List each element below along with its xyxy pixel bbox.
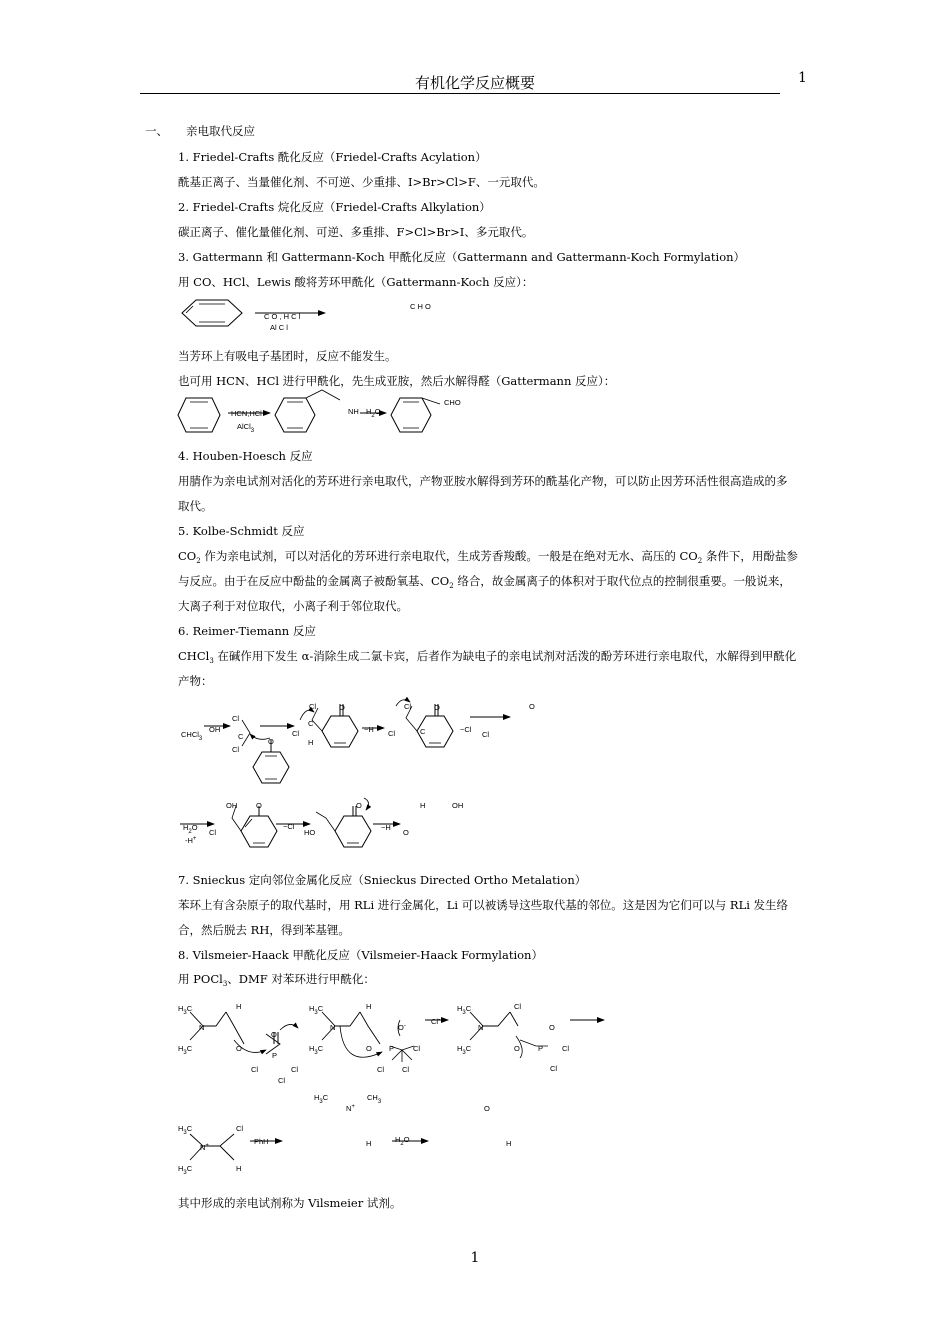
vh-n: N bbox=[346, 1104, 352, 1113]
subscript: 3 bbox=[183, 1050, 187, 1056]
subscript: 3 bbox=[462, 1050, 466, 1056]
gk-reagent-label: C O , H C l bbox=[264, 312, 301, 321]
vh-o-label: O bbox=[514, 1044, 520, 1053]
rt-cl-label: Cl bbox=[388, 729, 396, 738]
phenoxide-ring bbox=[253, 752, 289, 783]
snieckus-desc-1: 苯环上有含杂原子的取代基时，用 RLi 进行金属化，Li 可以被诱导这些取代基的邻位。这是因为它们可以与 RLi 发生络 bbox=[178, 898, 789, 912]
subscript: 3 bbox=[314, 1010, 318, 1016]
rt-minus-cl-label: −Cl bbox=[283, 822, 295, 831]
vh-h: H bbox=[178, 1004, 184, 1013]
vh-h-label: H bbox=[366, 1139, 372, 1148]
vilsmeier-conclusion: 其中形成的亲电试剂称为 Vilsmeier 试剂。 bbox=[178, 1196, 402, 1210]
running-title: 有机化学反应概要 bbox=[414, 74, 535, 92]
superscript: + bbox=[205, 1143, 209, 1149]
vh-cl-label: Cl bbox=[562, 1044, 570, 1053]
vh-cl-label: Cl bbox=[413, 1044, 421, 1053]
gattermann-desc-1: 用 CO、HCl、Lewis 酸将芳环甲酰化（Gattermann-Koch 反应）： bbox=[178, 275, 534, 289]
rt-o-label: O bbox=[268, 737, 274, 746]
vilsmeier-text: 、DMF 对苯环进行甲酰化： bbox=[227, 972, 375, 986]
kolbe-text: 作为亲电试剂，可以对活化的芳环进行亲电取代，生成芳香羧酸。一般是在绝对无水、高压的 CO bbox=[200, 549, 698, 563]
superscript: + bbox=[192, 836, 197, 842]
vh-h: H bbox=[178, 1124, 184, 1133]
fc-acylation-title: 1. Friedel-Crafts 酰化反应（Friedel-Crafts Acylation） bbox=[178, 150, 487, 164]
subscript: 3 bbox=[198, 736, 203, 742]
vh-h3c-label bbox=[178, 1044, 193, 1056]
rt-o-label: O bbox=[403, 828, 409, 837]
g-catalyst-text: AlCl bbox=[237, 422, 251, 431]
vh-h-label: H bbox=[236, 1002, 242, 1011]
rt-o-label: O bbox=[434, 703, 440, 712]
benzene-ring bbox=[178, 398, 220, 432]
houben-desc-1: 用腈作为亲电试剂对活化的芳环进行亲电取代，产物亚胺水解得到芳环的酰基化产物，可以防止因芳环活性很高造成的多 bbox=[178, 474, 788, 488]
gk-product-label: C H O bbox=[410, 302, 431, 311]
vh-c: C bbox=[186, 1124, 193, 1133]
vh-o-label: O bbox=[271, 1030, 277, 1039]
vh-n-label: N bbox=[478, 1023, 484, 1032]
rt-h2o-o: O bbox=[191, 823, 198, 832]
vh-p-label: P bbox=[538, 1044, 544, 1053]
vh-h-label: H bbox=[236, 1164, 242, 1173]
rt-o-label: O bbox=[339, 703, 345, 712]
reimer-title: 6. Reimer-Tiemann 反应 bbox=[178, 624, 316, 638]
rt-o-label: O bbox=[356, 801, 362, 810]
rt-minus-hplus-label bbox=[185, 836, 197, 845]
reimer-desc-2: 产物： bbox=[178, 674, 213, 688]
kolbe-text: 络合，故金属离子的体积对于取代位点的控制很重要。一般说来， bbox=[453, 574, 791, 588]
fc-acylation-desc: 酰基正离子、当量催化剂、不可逆、少重排、I>Br>Cl>F、一元取代。 bbox=[178, 175, 545, 189]
scheme-labels bbox=[178, 302, 569, 1176]
rt-minus-h: -H bbox=[185, 836, 193, 845]
vh-o: O bbox=[403, 1135, 410, 1144]
gattermann-scheme bbox=[178, 390, 440, 432]
vh-h-label: H bbox=[506, 1139, 512, 1148]
reimer-text: 在碱作用下发生 α-消除生成二氯卡宾，后者作为缺电子的亲电试剂对活泼的酚芳环进行亲电取代，水解得到甲酰化 bbox=[213, 649, 797, 663]
rt-ho-label: HO bbox=[304, 828, 316, 837]
section-title: 亲电取代反应 bbox=[186, 124, 255, 138]
vh-h: H bbox=[457, 1004, 463, 1013]
vh-c: C bbox=[186, 1004, 193, 1013]
subscript: 3 bbox=[209, 657, 214, 665]
superscript: - bbox=[438, 1017, 441, 1023]
vh-h: H bbox=[314, 1093, 320, 1102]
vh-h3c-label bbox=[178, 1164, 193, 1176]
houben-desc-2: 取代。 bbox=[178, 499, 213, 513]
vh-h-label: H bbox=[366, 1002, 372, 1011]
rt-chcl: CHCl bbox=[181, 730, 199, 739]
fc-alkylation-desc: 碳正离子、催化量催化剂、可逆、多重排、F>Cl>Br>I、多元取代。 bbox=[178, 225, 534, 239]
vh-h3c-label bbox=[178, 1004, 193, 1016]
rt-cl-label: Cl bbox=[209, 828, 217, 837]
vh-h: H bbox=[457, 1044, 463, 1053]
subscript: 2 bbox=[371, 413, 375, 419]
superscript: + bbox=[351, 1104, 355, 1110]
reimer-text: CHCl bbox=[178, 649, 210, 663]
vh-n-label: N bbox=[330, 1023, 336, 1032]
rt-chcl3-label bbox=[181, 730, 203, 742]
vh-cl-label: Cl bbox=[377, 1065, 385, 1074]
vh-cl-label: Cl bbox=[402, 1065, 410, 1074]
benzene-ring bbox=[275, 398, 315, 432]
vh-n: N bbox=[200, 1143, 206, 1152]
kolbe-desc-3: 大离子利于对位取代，小离子利于邻位取代。 bbox=[178, 599, 408, 613]
subscript: 2 bbox=[400, 1141, 404, 1147]
subscript: 3 bbox=[250, 428, 255, 434]
rt-h2o-label bbox=[183, 823, 198, 835]
vh-c: C bbox=[186, 1164, 193, 1173]
subscript: 2 bbox=[188, 829, 192, 835]
subscript: 3 bbox=[377, 1099, 382, 1105]
subscript: 3 bbox=[314, 1050, 318, 1056]
rt-c-label: C bbox=[420, 727, 426, 736]
g-reagent-label: HCN,HCl bbox=[231, 409, 262, 418]
rt-h-label: H bbox=[308, 738, 314, 747]
vilsmeier-title: 8. Vilsmeier-Haack 甲酰化反应（Vilsmeier-Haack Formylation） bbox=[178, 948, 543, 962]
vh-cl-label: Cl bbox=[514, 1002, 522, 1011]
vh-phh-label: PhH bbox=[254, 1137, 269, 1146]
vh-o: O bbox=[398, 1023, 404, 1032]
rt-cl-label: Cl bbox=[232, 745, 240, 754]
vh-n-label: N bbox=[199, 1023, 205, 1032]
rt-minus-cl-label: −Cl bbox=[460, 725, 472, 734]
rt-c-label: C bbox=[308, 719, 314, 728]
superscript: - bbox=[403, 1023, 406, 1029]
rt-cl-label: Cl bbox=[292, 729, 300, 738]
vh-p-label: P bbox=[272, 1051, 278, 1060]
rt-o-label: O bbox=[529, 702, 535, 711]
vh-nplus-label bbox=[200, 1143, 209, 1152]
gk-catalyst-label: Al C l bbox=[270, 323, 288, 332]
snieckus-title: 7. Snieckus 定向邻位金属化反应（Snieckus Directed Ortho Metalation） bbox=[178, 873, 587, 887]
kolbe-text: 条件下，用酚盐参 bbox=[702, 549, 798, 563]
vh-h3c-label bbox=[457, 1004, 472, 1016]
vh-p-label: P bbox=[389, 1044, 395, 1053]
vh-c: C bbox=[322, 1093, 329, 1102]
rt-oh-label: OH bbox=[226, 801, 238, 810]
rt-cl-label: Cl bbox=[482, 730, 490, 739]
vh-h3c-label bbox=[309, 1044, 324, 1056]
benzene-ring bbox=[391, 398, 431, 432]
vh-cl-label: Cl bbox=[236, 1124, 244, 1133]
gattermann-title: 3. Gattermann 和 Gattermann-Koch 甲酰化反应（Gattermann and Gattermann-Koch Formylation） bbox=[178, 250, 746, 264]
rt-minus-h-label: −H bbox=[381, 823, 391, 832]
kolbe-title: 5. Kolbe-Schmidt 反应 bbox=[178, 524, 305, 538]
vh-cl-label: Cl bbox=[251, 1065, 259, 1074]
rt-c-label: C bbox=[238, 732, 244, 741]
vh-h: H bbox=[309, 1044, 315, 1053]
subscript: 3 bbox=[319, 1099, 323, 1105]
vh-ch3-label bbox=[367, 1093, 382, 1105]
rt-h2o-h: H bbox=[183, 823, 189, 832]
houben-title: 4. Houben-Hoesch 反应 bbox=[178, 449, 313, 463]
gattermann-desc-2: 当芳环上有吸电子基团时，反应不能发生。 bbox=[178, 349, 397, 363]
vh-cl-label: Cl bbox=[291, 1065, 299, 1074]
g-water-h: H bbox=[366, 407, 372, 416]
vh-c: C bbox=[465, 1044, 472, 1053]
snieckus-desc-2: 合，然后脱去 RH，得到苯基锂。 bbox=[178, 923, 350, 937]
fc-alkylation-title: 2. Friedel-Crafts 烷化反应（Friedel-Crafts Alkylation） bbox=[178, 200, 491, 214]
subscript: 3 bbox=[222, 980, 228, 988]
vh-h2o-label bbox=[395, 1135, 410, 1147]
reimer-tiemann-scheme bbox=[204, 700, 510, 783]
g-nh-label: NH bbox=[348, 407, 359, 416]
rt-o-label: O bbox=[256, 801, 262, 810]
subscript: 2 bbox=[196, 557, 201, 565]
vh-c: C bbox=[317, 1004, 324, 1013]
rt-cl-label: Cl bbox=[309, 702, 317, 711]
rt-oh-label: OH bbox=[209, 725, 221, 734]
vh-o-label: O bbox=[236, 1044, 242, 1053]
vh-o-label: O bbox=[484, 1104, 490, 1113]
rt-oh-label: OH bbox=[452, 801, 464, 810]
vh-h3c-label bbox=[314, 1093, 329, 1105]
rt-cl-label: Cl bbox=[232, 714, 240, 723]
footer-page-number: 1 bbox=[470, 1250, 480, 1266]
g-catalyst-label bbox=[237, 422, 255, 434]
vh-nplus-label bbox=[346, 1104, 355, 1113]
g-water-o: O bbox=[374, 407, 381, 416]
subscript: 3 bbox=[462, 1010, 466, 1016]
vilsmeier-text: 用 POCl bbox=[178, 972, 223, 986]
vh-h: H bbox=[178, 1044, 184, 1053]
section-marker: 一、 bbox=[145, 124, 168, 138]
vh-ominus-label bbox=[398, 1023, 406, 1032]
vh-ch: CH bbox=[367, 1093, 378, 1102]
vh-o-label: O bbox=[366, 1044, 372, 1053]
vh-c: C bbox=[465, 1004, 472, 1013]
subscript: 2 bbox=[449, 582, 454, 590]
gattermann-koch-scheme bbox=[182, 300, 325, 326]
kolbe-text: 与反应。由于在反应中酚盐的金属离子被酚氧基、CO bbox=[178, 574, 450, 588]
g-water-label bbox=[366, 407, 381, 419]
vh-cl-label: Cl bbox=[278, 1076, 286, 1085]
rt-minus-h-label: −H bbox=[364, 725, 374, 734]
vh-c: C bbox=[186, 1044, 193, 1053]
kolbe-text: CO bbox=[178, 549, 197, 563]
subscript: 3 bbox=[183, 1170, 187, 1176]
subscript: 3 bbox=[183, 1010, 187, 1016]
vh-h: H bbox=[395, 1135, 401, 1144]
vh-h: H bbox=[178, 1164, 184, 1173]
gattermann-desc-3: 也可用 HCN、HCl 进行甲酰化，先生成亚胺，然后水解得醛（Gattermann 反应）： bbox=[178, 374, 616, 388]
vh-h3c-label bbox=[309, 1004, 324, 1016]
vh-cl: Cl bbox=[431, 1017, 439, 1026]
header-page-number: 1 bbox=[798, 70, 807, 86]
cyclohexadienone-ring bbox=[322, 716, 358, 747]
vh-c: C bbox=[317, 1044, 324, 1053]
vh-o-label: O bbox=[549, 1023, 555, 1032]
vh-h3c-label bbox=[457, 1044, 472, 1056]
rt-cl-label: Cl bbox=[404, 702, 412, 711]
subscript: 2 bbox=[697, 557, 703, 565]
rt-h-label: H bbox=[420, 801, 426, 810]
vh-clminus-label bbox=[431, 1017, 440, 1026]
subscript: 3 bbox=[183, 1130, 187, 1136]
phenol-ring bbox=[335, 816, 371, 847]
vh-cl-label: Cl bbox=[550, 1064, 558, 1073]
vh-h: H bbox=[309, 1004, 315, 1013]
phenol-ring bbox=[241, 816, 277, 847]
g-cho-label: CHO bbox=[444, 398, 461, 407]
